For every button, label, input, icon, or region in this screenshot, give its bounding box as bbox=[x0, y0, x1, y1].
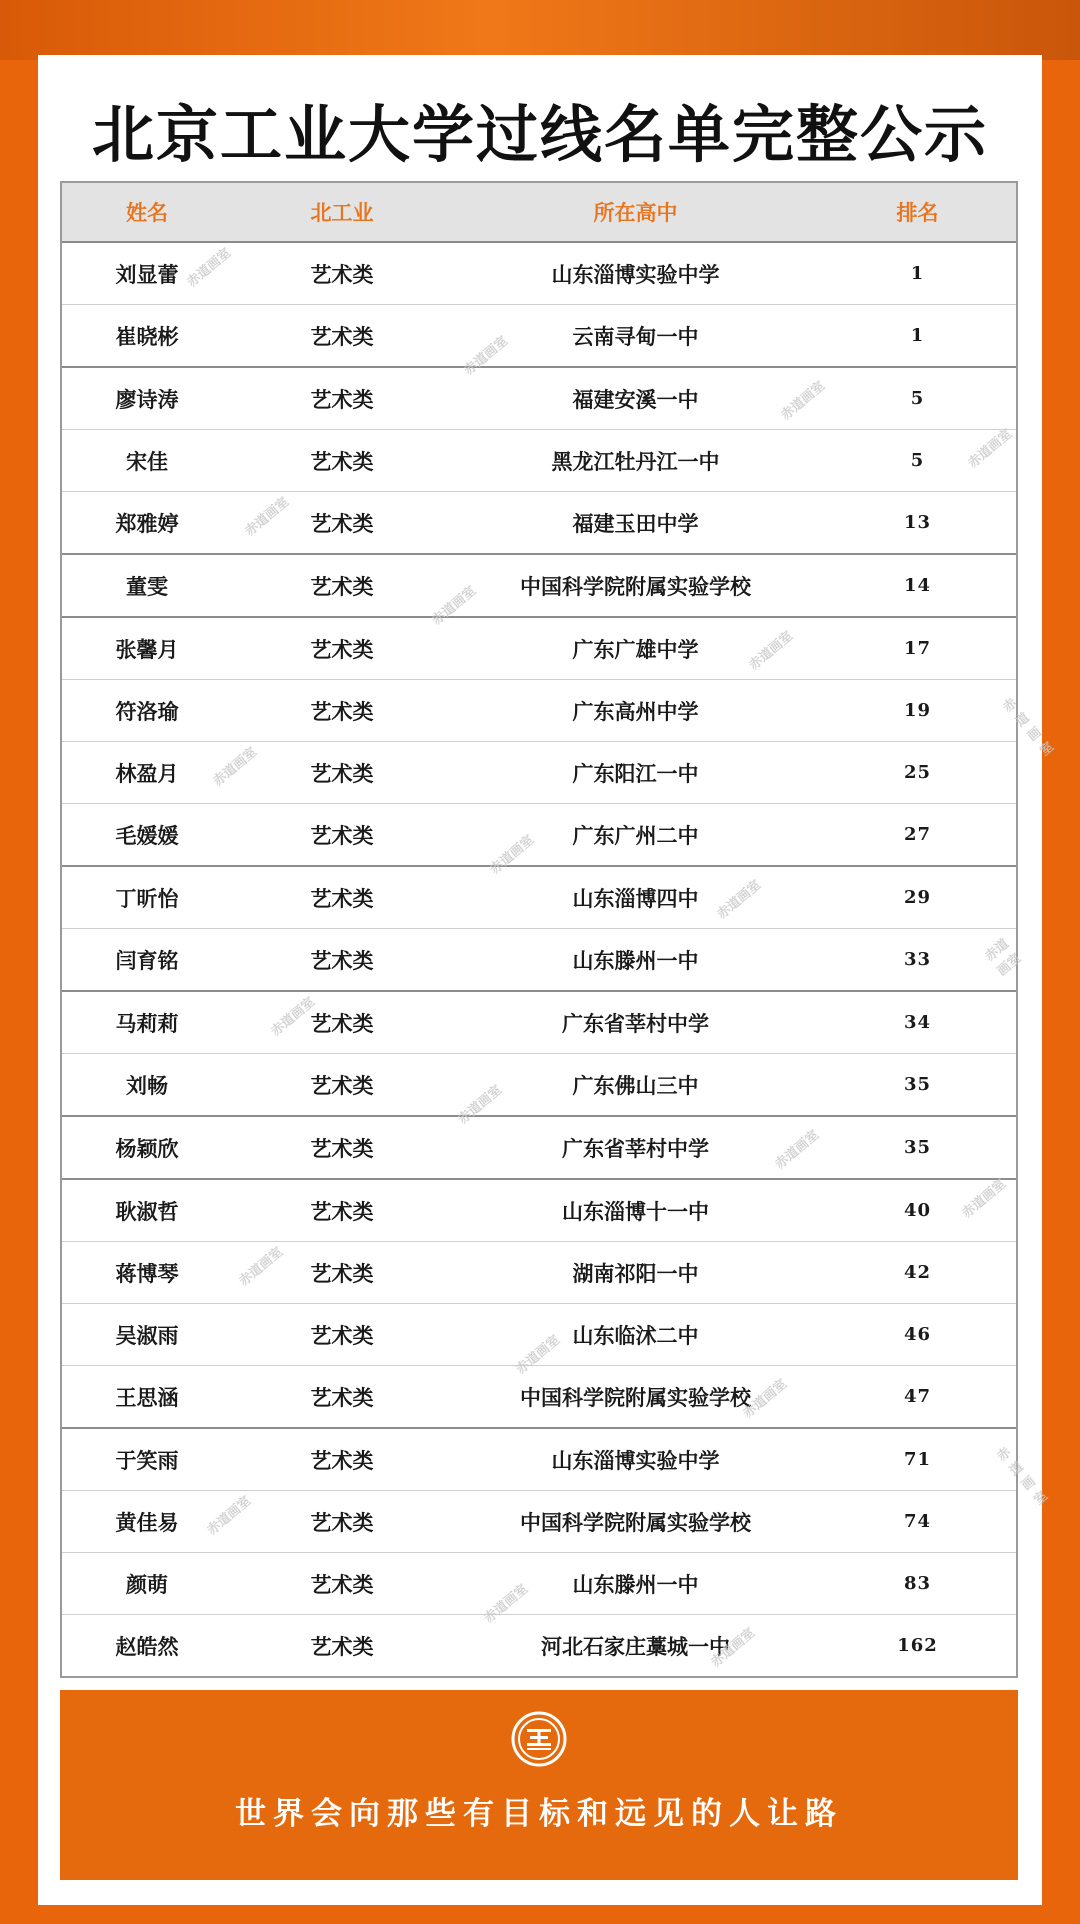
cell-name: 张馨月 bbox=[115, 636, 179, 662]
cell-category: 艺术类 bbox=[310, 1633, 374, 1659]
cell-rank: 34 bbox=[903, 1012, 932, 1033]
watermark-stamp: 赤道画室 bbox=[429, 583, 480, 629]
table-row bbox=[62, 992, 1016, 1054]
cell-category: 艺术类 bbox=[310, 822, 374, 848]
cell-name: 林盈月 bbox=[115, 760, 179, 786]
watermark-stamp: 赤道画室 bbox=[1000, 695, 1057, 760]
cell-name: 赵皓然 bbox=[115, 1633, 179, 1659]
footer-slogan: 世界会向那些有目标和远见的人让路 bbox=[235, 1796, 843, 1832]
cell-rank: 25 bbox=[903, 762, 932, 783]
table-row bbox=[62, 1491, 1016, 1553]
cell-category: 艺术类 bbox=[310, 386, 374, 412]
table-row bbox=[62, 742, 1016, 804]
cell-school: 山东淄博实验中学 bbox=[551, 261, 720, 287]
cell-school: 中国科学院附属实验学校 bbox=[520, 1509, 751, 1535]
cell-school: 山东滕州一中 bbox=[572, 1571, 699, 1597]
cell-category: 艺术类 bbox=[310, 573, 374, 599]
cell-rank: 5 bbox=[910, 388, 925, 409]
cell-school: 广东阳江一中 bbox=[572, 760, 699, 786]
watermark-stamp: 赤道画室 bbox=[461, 333, 512, 379]
cell-rank: 83 bbox=[903, 1573, 932, 1594]
cell-rank: 47 bbox=[903, 1386, 932, 1407]
cell-school: 广东广雄中学 bbox=[572, 636, 699, 662]
cell-school: 山东临沭二中 bbox=[572, 1322, 699, 1348]
cell-rank: 33 bbox=[903, 949, 932, 970]
watermark-stamp: 赤道画室 bbox=[746, 628, 797, 674]
cell-school: 河北石家庄藁城一中 bbox=[541, 1633, 730, 1659]
table-row bbox=[62, 929, 1025, 992]
watermark-stamp: 赤道画室 bbox=[772, 1127, 823, 1173]
watermark-stamp: 赤道画室 bbox=[714, 877, 765, 923]
table-row bbox=[62, 555, 1016, 629]
table-header bbox=[62, 183, 1016, 243]
watermark-stamp: 赤道画室 bbox=[242, 494, 293, 540]
cell-category: 艺术类 bbox=[310, 261, 374, 287]
table-body bbox=[62, 243, 1057, 1676]
cell-category: 艺术类 bbox=[310, 1010, 374, 1036]
table-row bbox=[62, 426, 1016, 492]
table-row bbox=[62, 867, 1016, 929]
watermark-stamp: 赤道画室 bbox=[959, 1176, 1010, 1222]
watermark-stamp: 赤道画室 bbox=[740, 1376, 791, 1422]
cell-name: 吴淑雨 bbox=[115, 1322, 179, 1348]
cell-school: 湖南祁阳一中 bbox=[572, 1260, 699, 1286]
table-row bbox=[62, 804, 1016, 878]
cell-rank: 35 bbox=[903, 1137, 932, 1158]
notice-card bbox=[38, 55, 1057, 1905]
cell-category: 艺术类 bbox=[310, 760, 374, 786]
cell-category: 艺术类 bbox=[310, 510, 374, 536]
cell-name: 蒋博琴 bbox=[115, 1260, 179, 1286]
cell-rank: 14 bbox=[903, 575, 932, 596]
table-row bbox=[62, 305, 1016, 379]
cell-rank: 5 bbox=[910, 450, 925, 471]
cell-school: 广东佛山三中 bbox=[572, 1072, 699, 1098]
cell-school: 山东淄博实验中学 bbox=[551, 1447, 720, 1473]
cell-name: 黄佳易 bbox=[115, 1509, 179, 1535]
watermark-stamp: 赤道画室 bbox=[708, 1625, 759, 1671]
cell-name: 于笑雨 bbox=[115, 1447, 179, 1473]
table-row bbox=[62, 680, 1057, 760]
table-row bbox=[62, 1429, 1051, 1509]
cell-school: 山东淄博四中 bbox=[572, 885, 699, 911]
watermark-stamp: 赤道画室 bbox=[487, 832, 538, 878]
cell-name: 闫育铭 bbox=[115, 947, 179, 973]
cell-category: 艺术类 bbox=[310, 1509, 374, 1535]
cell-category: 艺术类 bbox=[310, 885, 374, 911]
watermark-stamp: 赤道画室 bbox=[481, 1581, 532, 1627]
cell-name: 廖诗涛 bbox=[115, 386, 179, 412]
cell-name: 刘显蕾 bbox=[115, 261, 179, 287]
watermark-stamp: 赤道画室 bbox=[455, 1082, 506, 1128]
cell-name: 马莉莉 bbox=[115, 1010, 179, 1036]
bottom-band bbox=[0, 1905, 1080, 1924]
cell-category: 艺术类 bbox=[310, 698, 374, 724]
circle-emblem-icon bbox=[510, 1710, 568, 1768]
cell-rank: 29 bbox=[903, 887, 932, 908]
cell-rank: 74 bbox=[903, 1511, 932, 1532]
cell-name: 董雯 bbox=[126, 573, 168, 599]
watermark-stamp: 赤道画室 bbox=[513, 1332, 564, 1378]
watermark-stamp: 赤道画室 bbox=[778, 378, 829, 424]
cell-category: 艺术类 bbox=[310, 323, 374, 349]
page-title: 北京工业大学过线名单完整公示 bbox=[91, 98, 988, 171]
cell-category: 艺术类 bbox=[310, 947, 374, 973]
watermark-stamp: 赤道画室 bbox=[204, 1493, 255, 1539]
cell-school: 广东省莘村中学 bbox=[562, 1010, 709, 1036]
watermark-stamp: 赤道画室 bbox=[982, 936, 1025, 980]
cell-school: 广东省莘村中学 bbox=[562, 1135, 709, 1161]
cell-rank: 42 bbox=[903, 1262, 932, 1283]
cell-category: 艺术类 bbox=[310, 448, 374, 474]
cell-rank: 71 bbox=[903, 1449, 932, 1470]
table-row bbox=[62, 243, 1016, 305]
watermark-stamp: 赤道画室 bbox=[994, 1444, 1051, 1509]
cell-rank: 1 bbox=[910, 263, 925, 284]
column-header-name: 姓名 bbox=[126, 200, 168, 225]
cell-rank: 35 bbox=[903, 1074, 932, 1095]
cell-rank: 1 bbox=[910, 325, 925, 346]
cell-name: 崔晓彬 bbox=[115, 323, 179, 349]
cell-rank: 19 bbox=[903, 700, 932, 721]
top-decorative-band bbox=[0, 0, 1080, 60]
cell-school: 福建玉田中学 bbox=[572, 510, 699, 536]
cell-name: 刘畅 bbox=[126, 1072, 168, 1098]
watermark-stamp: 赤道画室 bbox=[210, 744, 261, 790]
cell-category: 艺术类 bbox=[310, 1198, 374, 1224]
footer-banner bbox=[60, 1690, 1018, 1880]
table-row bbox=[62, 1054, 1016, 1128]
cell-school: 云南寻甸一中 bbox=[572, 323, 699, 349]
watermark-stamp: 赤道画室 bbox=[965, 426, 1016, 472]
cell-name: 毛媛媛 bbox=[115, 822, 179, 848]
results-table bbox=[60, 181, 1057, 1678]
table-row bbox=[62, 368, 1016, 430]
cell-category: 艺术类 bbox=[310, 1384, 374, 1410]
table-row bbox=[62, 1366, 1016, 1429]
table-row bbox=[62, 1117, 1016, 1180]
cell-name: 王思涵 bbox=[115, 1384, 179, 1410]
table-row bbox=[62, 492, 1016, 555]
column-header-category: 北工业 bbox=[310, 200, 374, 225]
cell-category: 艺术类 bbox=[310, 636, 374, 662]
cell-school: 中国科学院附属实验学校 bbox=[520, 1384, 751, 1410]
column-header-rank: 排名 bbox=[896, 200, 939, 225]
cell-category: 艺术类 bbox=[310, 1260, 374, 1286]
table-row bbox=[62, 1242, 1016, 1304]
cell-school: 广东广州二中 bbox=[572, 822, 699, 848]
table-row bbox=[62, 1304, 1016, 1378]
cell-school: 中国科学院附属实验学校 bbox=[520, 573, 751, 599]
cell-school: 福建安溪一中 bbox=[572, 386, 699, 412]
cell-name: 丁昕怡 bbox=[115, 885, 179, 911]
watermark-stamp: 赤道画室 bbox=[268, 994, 319, 1040]
watermark-stamp: 赤道画室 bbox=[184, 245, 235, 291]
watermark-stamp: 赤道画室 bbox=[236, 1244, 287, 1290]
cell-category: 艺术类 bbox=[310, 1571, 374, 1597]
cell-name: 杨颖欣 bbox=[115, 1135, 179, 1161]
cell-name: 郑雅婷 bbox=[115, 510, 179, 536]
table-row bbox=[62, 618, 1016, 680]
cell-category: 艺术类 bbox=[310, 1447, 374, 1473]
cell-category: 艺术类 bbox=[310, 1135, 374, 1161]
cell-rank: 27 bbox=[903, 824, 932, 845]
cell-name: 符洛瑜 bbox=[115, 698, 179, 724]
table-row bbox=[62, 1176, 1016, 1242]
cell-name: 颜萌 bbox=[126, 1571, 168, 1597]
cell-school: 山东滕州一中 bbox=[572, 947, 699, 973]
cell-rank: 162 bbox=[897, 1635, 938, 1656]
cell-name: 耿淑哲 bbox=[115, 1198, 179, 1224]
cell-rank: 40 bbox=[903, 1200, 932, 1221]
cell-school: 广东高州中学 bbox=[572, 698, 699, 724]
table-row bbox=[62, 1615, 1016, 1676]
cell-category: 艺术类 bbox=[310, 1322, 374, 1348]
cell-school: 山东淄博十一中 bbox=[562, 1198, 709, 1224]
table-row bbox=[62, 1553, 1016, 1627]
cell-rank: 17 bbox=[903, 638, 932, 659]
cell-school: 黑龙江牡丹江一中 bbox=[551, 448, 720, 474]
cell-rank: 13 bbox=[903, 512, 932, 533]
cell-rank: 46 bbox=[903, 1324, 932, 1345]
column-header-school: 所在高中 bbox=[593, 200, 678, 225]
cell-name: 宋佳 bbox=[126, 448, 168, 474]
cell-category: 艺术类 bbox=[310, 1072, 374, 1098]
